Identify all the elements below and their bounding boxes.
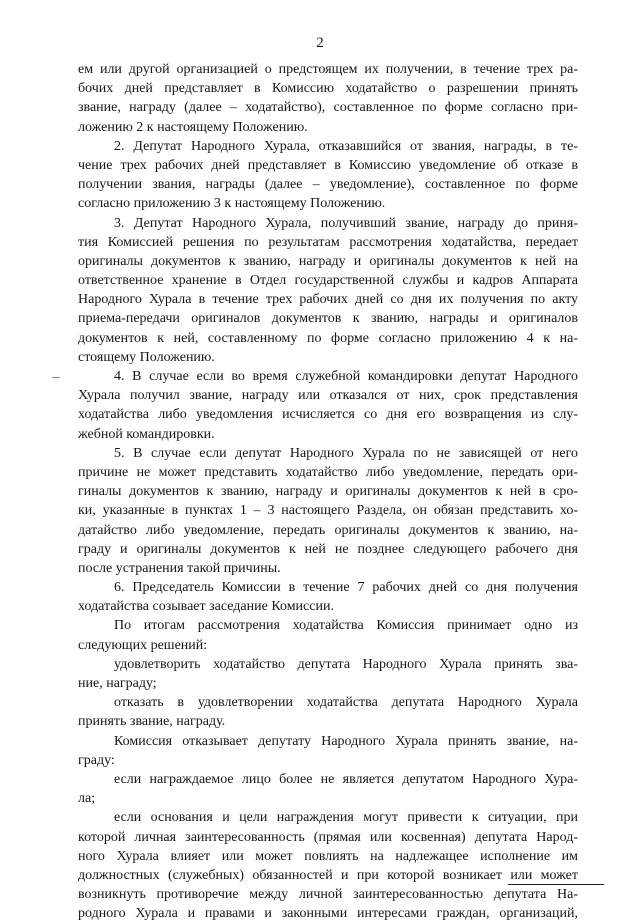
text-line: Народного Хурала в течение трех рабочих дней со дня их получения по акту xyxy=(78,292,578,308)
text-line: ки, указанные в пунктах 1 – 3 настоящего Раздела, он обязан представить хо- xyxy=(78,503,578,519)
text-line: приема-передачи оригиналов документов к званию, награды и оригиналов xyxy=(78,311,578,327)
text-line: ответственное хранение в Отдел государственной службы и кадров Аппарата xyxy=(78,273,578,289)
text-line: ние, награду; xyxy=(78,676,157,691)
text-line: удовлетворить ходатайство депутата Народного Хурала принять зва- xyxy=(114,656,578,672)
text-line: получении звания, награды (далее – уведомление), составленное по форме xyxy=(78,177,578,193)
text-line: ного Хурала влияет или может повлиять на надлежащее исполнение им xyxy=(78,848,578,864)
document-body xyxy=(78,60,578,923)
text-line: документов к ней, составленному по форме согласно приложению 4 к на- xyxy=(78,330,578,346)
paragraph xyxy=(78,770,578,808)
text-line: должностных (служебных) обязанностей и при которой возникает или может xyxy=(78,867,578,883)
page-number: 2 xyxy=(316,35,324,51)
text-line: звание, награду (далее – ходатайство), составленное по форме согласно при- xyxy=(78,100,578,116)
text-line: 4. В случае если во время служебной командировки депутат Народного xyxy=(114,369,578,384)
paragraph xyxy=(78,60,578,137)
text-line: 6. Председатель Комиссии в течение 7 рабочих дней со дня получения xyxy=(114,580,578,596)
paragraph xyxy=(78,616,578,654)
text-line: жебной командировки. xyxy=(78,426,215,442)
text-line: 3. Депутат Народного Хурала, получивший звание, награду до приня- xyxy=(114,215,578,231)
text-line: причине не может представить ходатайство либо уведомление, передать ори- xyxy=(78,464,578,480)
text-line: ходатайства либо уведомления исчисляется со дня его возвращения из слу- xyxy=(78,407,578,423)
paragraph xyxy=(78,693,578,731)
text-line: ла; xyxy=(78,791,96,807)
text-line: родного Хурала и правами и законными интересами граждан, организаций, xyxy=(78,906,578,922)
paragraph xyxy=(78,732,578,770)
text-line: ложению 2 к настоящему Положению. xyxy=(78,119,308,135)
text-line: которой личная заинтересованность (прямая или косвенная) депутата Народ- xyxy=(78,829,578,845)
text-line: если награждаемое лицо более не является депутатом Народного Хура- xyxy=(114,771,578,787)
text-line: По итогам рассмотрения ходатайства Комиссия принимает одно из xyxy=(114,618,578,634)
text-line: после устранения такой причины. xyxy=(78,560,281,576)
paragraph xyxy=(78,367,578,444)
text-line: если основания и цели награждения могут привести к ситуации, при xyxy=(114,810,578,826)
text-line: стоящему Положению. xyxy=(78,349,215,365)
text-line: датайство либо уведомление, передать оригиналы документов к званию, на- xyxy=(78,522,578,538)
margin-mark xyxy=(52,377,60,378)
text-line: следующих решений: xyxy=(78,637,208,653)
paragraph xyxy=(78,655,578,693)
text-line: ходатайства созывает заседание Комиссии. xyxy=(78,599,334,615)
text-line: согласно приложению 3 к настоящему Положению. xyxy=(78,196,386,212)
text-line: принять звание, награду. xyxy=(78,714,226,730)
text-line: Комиссия отказывает депутату Народного Хурала принять звание, на- xyxy=(114,733,578,749)
text-line: 5. В случае если депутат Народного Хурала по не зависящей от него xyxy=(114,445,578,461)
text-line: 2. Депутат Народного Хурала, отказавшийся от звания, награды, в те- xyxy=(114,138,578,154)
text-line: возникнуть противоречие между личной заинтересованностью депутата На- xyxy=(78,887,578,903)
text-line: граду и оригиналы документов к ней не позднее следующего рабочего дня xyxy=(78,541,578,557)
text-line: Хурала получил звание, награду или отказался от них, срок представления xyxy=(78,388,578,404)
text-line: оригиналы документов к званию, награду и оригиналы документов к ней на xyxy=(78,253,578,269)
footer-rule xyxy=(508,884,604,885)
text-line: отказать в удовлетворении ходатайства депутата Народного Хурала xyxy=(114,695,578,711)
text-line: бочих дней представляет в Комиссию ходатайство о разрешении принять xyxy=(78,81,578,97)
text-line: ем или другой организацией о предстоящем их получении, в течение трех ра- xyxy=(78,62,578,77)
paragraph xyxy=(78,214,578,368)
paragraph xyxy=(78,137,578,214)
paragraph xyxy=(78,578,578,616)
paragraph xyxy=(78,444,578,578)
paragraph xyxy=(78,808,578,923)
text-line: граду: xyxy=(78,752,115,768)
text-line: тия Комиссией решения по результатам рассмотрения ходатайства, передает xyxy=(78,234,578,250)
text-line: чение трех рабочих дней представляет в Комиссию уведомление об отказе в xyxy=(78,157,578,173)
text-line: гиналы документов к званию, награду и оригиналы документов к ней в сро- xyxy=(78,484,578,500)
